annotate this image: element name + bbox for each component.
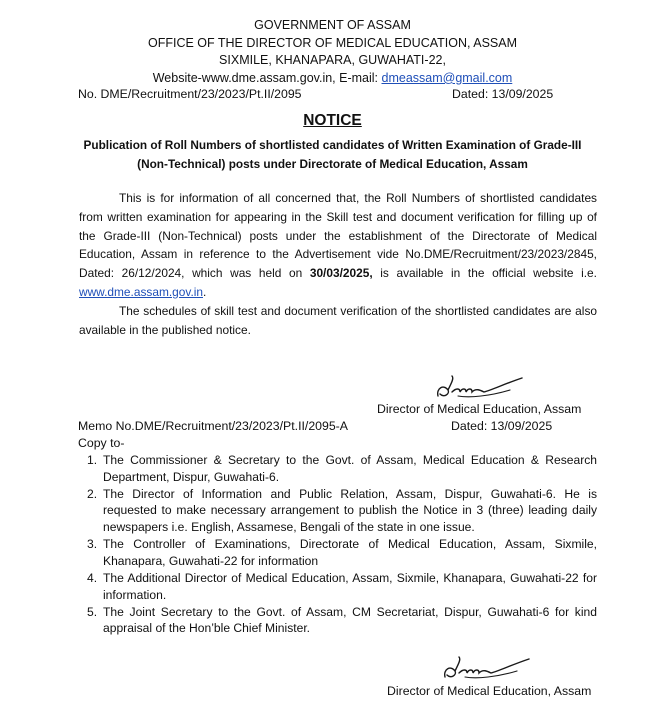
para1-after: is available in the official website i.e. — [372, 266, 597, 281]
copy-to-list — [83, 452, 597, 638]
body-paragraph-2: The schedules of skill test and document verification of the shortlisted candidates are also available in the published notice. — [79, 304, 597, 337]
reference-number: No. DME/Recruitment/23/2023/Pt.II/2095 — [78, 87, 302, 101]
list-item-text: The Controller of Examinations, Directorate of Medical Education, Assam, Sixmile, Khanapara, Guwahati-22 for information — [103, 537, 597, 568]
list-item — [83, 536, 597, 569]
memo-line — [78, 419, 558, 433]
list-item-number: 1. — [87, 453, 98, 467]
list-item-text: The Additional Director of Medical Education, Assam, Sixmile, Khanapara, Guwahati-22 for information. — [103, 570, 597, 602]
list-item-number: 4. — [87, 570, 98, 585]
para1-text: This is for information of all concerned that, the Roll Numbers of shortlisted candidates from written examination for appearing in the Skill test and document verification for filling up of the Grade-III (Non-Technical) posts under the establishment of the Directorate of Medical Education, Assam in reference to the Advertisement vide No.DME/Recruitment/23/2023/2845, Dated: 26/12/2024, which was held on — [79, 191, 597, 281]
list-item — [83, 604, 597, 637]
list-item-number: 3. — [87, 537, 98, 552]
letterhead-address: SIXMILE, KHANAPARA, GUWAHATI-22, — [219, 53, 446, 68]
list-item — [83, 486, 597, 536]
body-paragraph-1 — [79, 189, 597, 302]
reference-line — [78, 87, 558, 101]
signature-image — [430, 374, 530, 404]
email-link[interactable]: dmeassam@gmail.com — [381, 70, 513, 85]
list-item-text: The Commissioner & Secretary to the Govt. of Assam, Medical Education & Research Department, Dispur, Guwahati-6. — [103, 453, 597, 484]
list-item-number: 5. — [87, 604, 98, 619]
letterhead-office: OFFICE OF THE DIRECTOR OF MEDICAL EDUCATION, ASSAM — [147, 35, 518, 50]
website-link[interactable]: www.dme.assam.gov.in — [79, 284, 204, 299]
memo-number: Memo No.DME/Recruitment/23/2023/Pt.II/2095-A — [78, 419, 348, 433]
list-item — [83, 570, 597, 603]
reference-date: Dated: 13/09/2025 — [452, 87, 554, 101]
memo-date: Dated: 13/09/2025 — [451, 419, 553, 433]
signatory-designation-2: Director of Medical Education, Assam — [387, 684, 592, 698]
exam-date: 30/03/2025, — [309, 266, 373, 281]
letterhead — [0, 17, 665, 87]
list-item — [83, 452, 597, 485]
list-item-text: The Director of Information and Public Relation, Assam, Dispur, Guwahati-6. He is requested to make necessary arrangement to publish the Notice in 3 (three) leading daily newspapers i.e. English, Assamese, Bengali of the state in one issue. — [103, 486, 597, 534]
para1-end: . — [203, 284, 207, 299]
letterhead-government: GOVERNMENT OF ASSAM — [254, 18, 411, 32]
signatory-designation: Director of Medical Education, Assam — [377, 402, 582, 416]
notice-title: NOTICE — [303, 112, 362, 129]
list-item-number: 2. — [87, 486, 98, 501]
list-item-text: The Joint Secretary to the Govt. of Assam, CM Secretariat, Dispur, Guwahati-6 for kind appraisal of the Hon’ble Chief Minister. — [103, 604, 597, 636]
copy-to-label: Copy to- — [78, 436, 125, 450]
letterhead-contact — [0, 70, 665, 88]
signature-image-2 — [437, 655, 537, 685]
notice-subject: Publication of Roll Numbers of shortlisted candidates of Written Examination of Grade-III (Non-Technical) posts under Directorate of Medical Education, Assam — [83, 138, 582, 171]
website-text: Website-www.dme.assam.gov.in, E-mail: — [152, 70, 382, 85]
